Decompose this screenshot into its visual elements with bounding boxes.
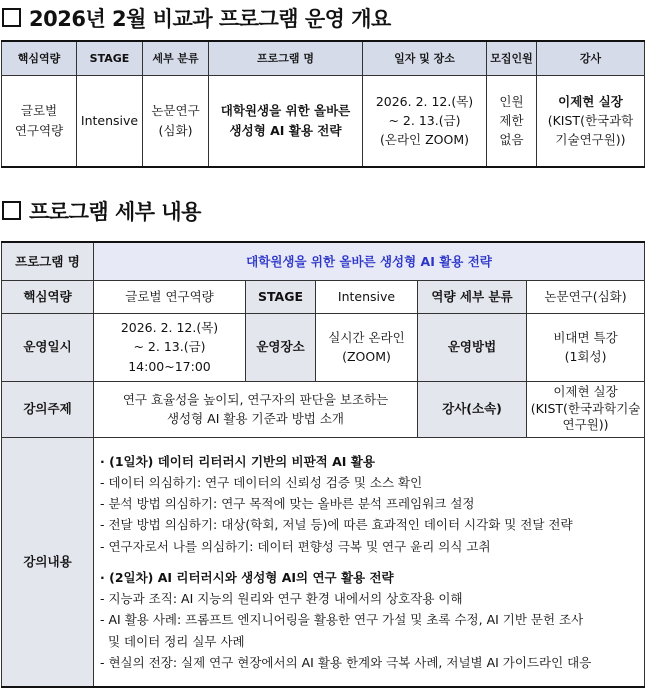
label-instructor: 강사(소속)	[418, 381, 527, 437]
section1-title	[2, 3, 391, 33]
day1-item: - 분석 방법 의심하기: 연구 목적에 맞는 올바른 분석 프레임워크 설정	[100, 496, 475, 511]
label-topic: 강의주제	[2, 381, 94, 437]
row-date	[2, 313, 645, 381]
day1-item: - 전달 방법 의심하기: 대상(학회, 저널 등)에 따른 효과적인 데이터 시각화 및 전달 전략	[100, 517, 573, 533]
overview-data-row	[2, 75, 645, 167]
label-place: 운영장소	[246, 313, 316, 381]
header-program: 프로그램 명	[209, 41, 363, 75]
label-program: 프로그램 명	[2, 242, 94, 280]
spacer	[100, 557, 638, 567]
checkbox-square-icon	[2, 201, 21, 220]
label-date: 운영일시	[2, 313, 94, 381]
value-topic: 연구 효율성을 높이되, 연구자의 판단을 보조하는 생성형 AI 활용 기준과 방법 소개	[94, 381, 418, 437]
instructor-org: (KIST(한국과학 기술연구원))	[547, 113, 634, 148]
header-instructor: 강사	[537, 41, 645, 75]
header-competency: 핵심역량	[2, 41, 77, 75]
day2-item: - 현실의 전장: 실제 연구 현장에서의 AI 활용 한계와 극복 사례, 저널별 AI 가이드라인 대응	[100, 654, 592, 670]
day2-item: - 지능과 조직: AI 지능의 원리와 연구 환경 내에서의 상호작용 이해	[100, 591, 463, 606]
checkbox-square-icon	[2, 8, 21, 27]
section2-title-text: 프로그램 세부 내용	[29, 200, 201, 224]
day1-item: - 연구자로서 나를 의심하기: 데이터 편향성 극복 및 연구 윤리 의식 고취	[100, 538, 491, 554]
overview-table	[1, 40, 645, 168]
section1-title-text: 2026년 2월 비교과 프로그램 운영 개요	[29, 7, 391, 31]
cell-date-place: 2026. 2. 12.(목) ~ 2. 13.(금) (온라인 ZOOM)	[363, 75, 487, 167]
overview-header-row	[2, 41, 645, 75]
cell-program: 대학원생을 위한 올바른 생성형 AI 활용 전략	[209, 75, 363, 167]
value-content	[94, 437, 645, 687]
instructor-name: 이제현 실장	[558, 93, 623, 109]
row-program	[2, 242, 645, 280]
value-method: 비대면 특강 (1회성)	[527, 313, 645, 381]
day1-item: - 데이터 의심하기: 연구 데이터의 신뢰성 검증 및 소스 확인	[100, 474, 423, 490]
section2-title	[2, 196, 201, 226]
cell-category: 논문연구 (심화)	[143, 75, 209, 167]
label-stage: STAGE	[246, 280, 316, 313]
value-date: 2026. 2. 12.(목) ~ 2. 13.(금) 14:00~17:00	[94, 313, 246, 381]
detail-table	[1, 241, 645, 688]
day2-item: - AI 활용 사례: 프롬프트 엔지니어링을 활용한 연구 가설 및 초록 수정, AI 기반 문헌 조사 및 데이터 정리 실무 사례	[100, 612, 584, 649]
row-competency	[2, 280, 645, 313]
value-place: 실시간 온라인 (ZOOM)	[316, 313, 418, 381]
row-content	[2, 437, 645, 687]
cell-instructor	[537, 75, 645, 167]
cell-stage: Intensive	[77, 75, 143, 167]
header-date-place: 일자 및 장소	[363, 41, 487, 75]
day1-title: · (1일차) 데이터 리터러시 기반의 비판적 AI 활용	[100, 453, 375, 469]
value-detail: 논문연구(심화)	[527, 280, 645, 313]
day2-title: · (2일차) AI 리터러시와 생성형 AI의 연구 활용 전략	[100, 569, 394, 585]
label-method: 운영방법	[418, 313, 527, 381]
cell-capacity: 인원 제한 없음	[487, 75, 537, 167]
value-program: 대학원생을 위한 올바른 생성형 AI 활용 전략	[94, 242, 645, 280]
header-stage: STAGE	[77, 41, 143, 75]
value-stage: Intensive	[316, 280, 418, 313]
cell-competency: 글로벌 연구역량	[2, 75, 77, 167]
label-content: 강의내용	[2, 437, 94, 687]
row-topic	[2, 381, 645, 437]
label-competency: 핵심역량	[2, 280, 94, 313]
header-capacity: 모집인원	[487, 41, 537, 75]
label-detail: 역량 세부 분류	[418, 280, 527, 313]
header-category: 세부 분류	[143, 41, 209, 75]
value-competency: 글로벌 연구역량	[94, 280, 246, 313]
value-instructor: 이제현 실장 (KIST(한국과학기술 연구원))	[527, 381, 645, 437]
